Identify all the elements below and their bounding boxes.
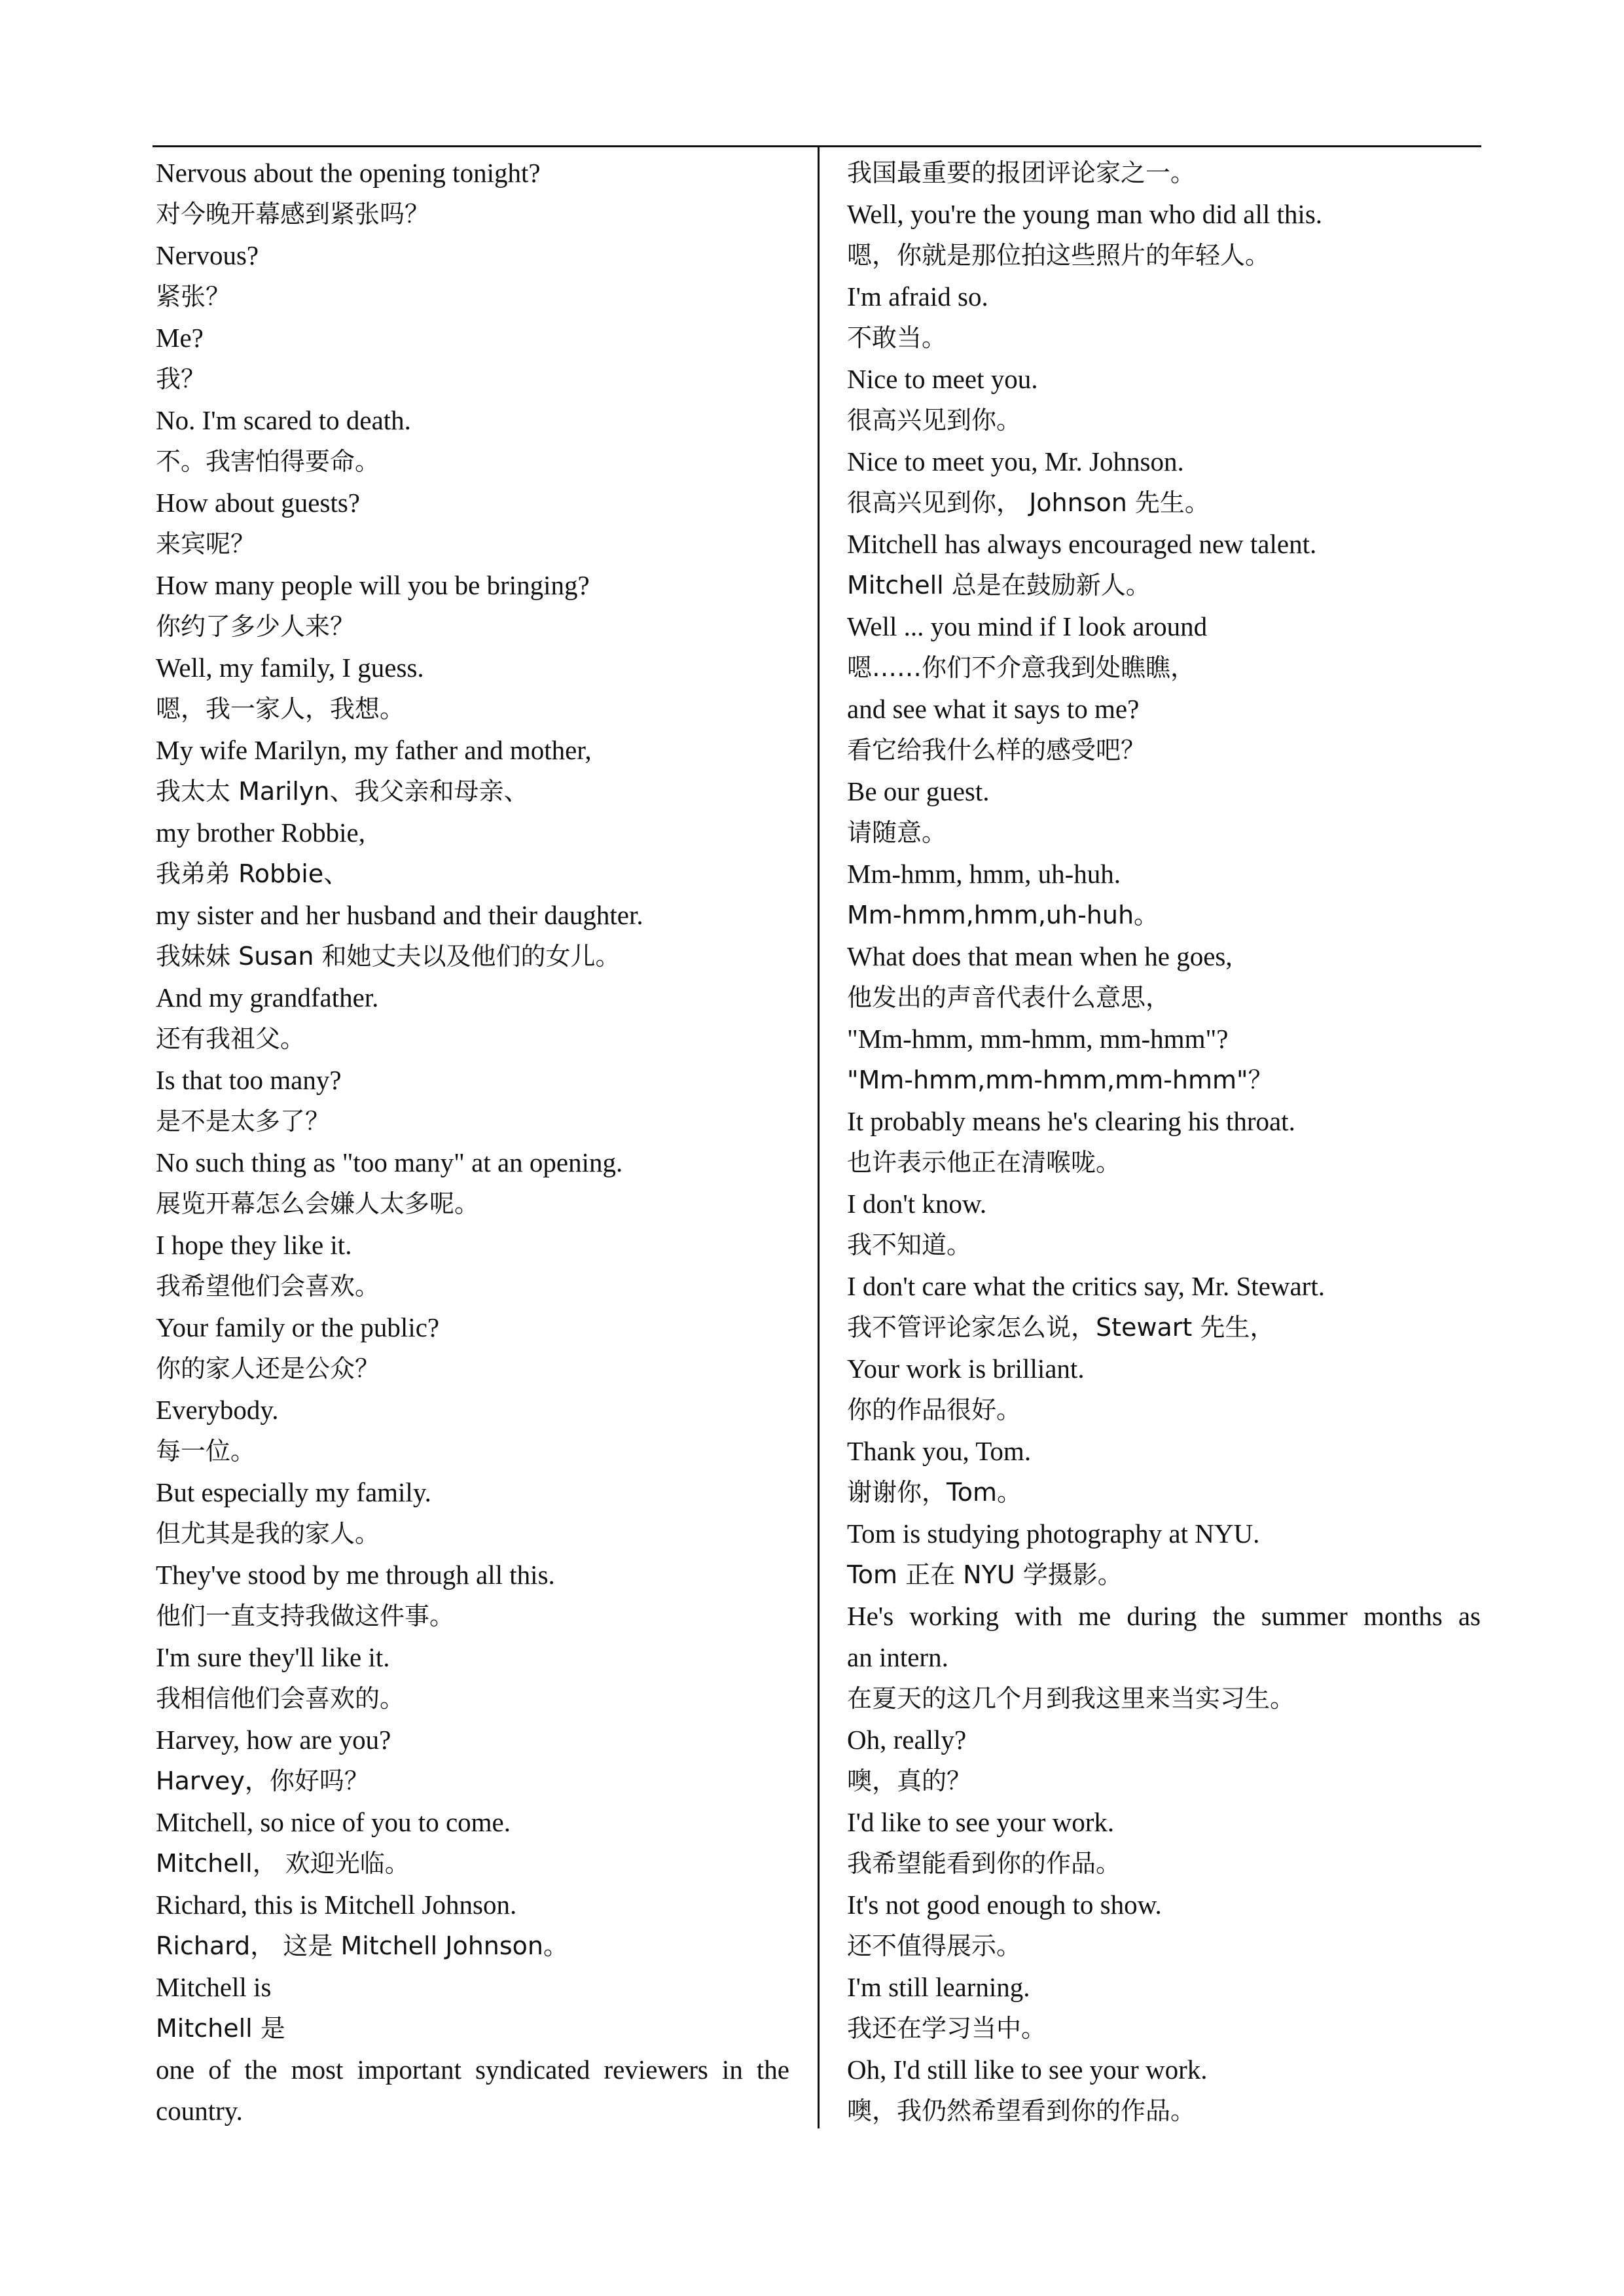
chinese-line: 我希望能看到你的作品。 [847,1849,1121,1878]
chinese-line: Mm-hmm,hmm,uh-huh。 [847,901,1159,929]
chinese-line: 你的家人还是公众？ [156,1354,380,1383]
english-line: I'm sure they'll like it. [156,1642,390,1672]
chinese-line: 紧张？ [156,282,231,311]
english-line: I don't care what the critics say, Mr. Stewart. [847,1271,1325,1301]
english-line: country. [156,2096,243,2126]
chinese-line: 我？ [156,365,206,393]
english-line: They've stood by me through all this. [156,1560,555,1590]
english-line: I'm still learning. [847,1972,1030,2002]
english-line: Tom is studying photography at NYU. [847,1518,1260,1549]
chinese-line: 嗯，你就是那位拍这些照片的年轻人。 [847,241,1271,270]
english-line: "Mm-hmm, mm-hmm, mm-hmm"? [847,1024,1229,1054]
english-line: Nice to meet you, Mr. Johnson. [847,446,1184,476]
english-line: Your work is brilliant. [847,1354,1085,1384]
chinese-line: 是不是太多了？ [156,1107,331,1136]
chinese-line: 我不管评论家怎么说，Stewart 先生， [847,1313,1275,1342]
chinese-line: 来宾呢？ [156,529,256,558]
english-line: Mitchell is [156,1972,272,2002]
english-line: I'm afraid so. [847,281,988,312]
right-column [847,152,1481,2132]
english-line: Everybody. [156,1395,279,1425]
chinese-line: 对今晚开幕感到紧张吗？ [156,200,430,228]
english-line: Richard, this is Mitchell Johnson. [156,1890,517,1920]
english-line: And my grandfather. [156,982,379,1013]
chinese-line: 请随意。 [847,818,947,847]
chinese-line: 不。我害怕得要命。 [156,447,380,476]
english-line: No. I'm scared to death. [156,405,411,435]
chinese-line: "Mm-hmm,mm-hmm,mm-hmm"？ [847,1066,1273,1094]
chinese-line: 我希望他们会喜欢。 [156,1272,380,1300]
chinese-line: 我太太 Marilyn、我父亲和母亲、 [156,777,529,806]
english-line: How about guests? [156,488,361,518]
chinese-line: Mitchell 总是在鼓励新人。 [847,571,1151,600]
chinese-line: 你约了多少人来？ [156,612,355,641]
english-line: one of the most important syndicated reviewers in the [156,2054,789,2085]
chinese-line: 噢，我仍然希望看到你的作品。 [847,2096,1196,2125]
english-line: my sister and her husband and their daughter. [156,900,643,930]
english-line: Oh, I'd still like to see your work. [847,2054,1208,2085]
english-line: Me? [156,323,204,353]
chinese-line: 嗯，我一家人，我想。 [156,694,405,723]
english-line: Well, my family, I guess. [156,653,424,683]
chinese-line: 我不知道。 [847,1230,972,1259]
english-line: Your family or the public? [156,1312,440,1342]
english-line: Harvey, how are you? [156,1725,391,1755]
chinese-line: 在夏天的这几个月到我这里来当实习生。 [847,1684,1295,1713]
chinese-line: Mitchell 是 [156,2014,285,2043]
english-line: an intern. [847,1642,948,1672]
english-line: Thank you, Tom. [847,1436,1032,1466]
english-line: What does that mean when he goes, [847,941,1233,971]
top-horizontal-rule [153,145,1481,147]
chinese-line: 我国最重要的报团评论家之一。 [847,158,1196,187]
english-line: It probably means he's clearing his throat. [847,1106,1295,1136]
chinese-line: 每一位。 [156,1437,256,1465]
english-line: But especially my family. [156,1477,431,1507]
chinese-line: 我还在学习当中。 [847,2014,1047,2043]
chinese-line: 看它给我什么样的感受吧？ [847,736,1146,764]
chinese-line: 很高兴见到你， Johnson 先生。 [847,488,1210,517]
chinese-line: 我弟弟 Robbie、 [156,859,349,888]
english-line: my brother Robbie, [156,817,365,848]
english-line: I'd like to see your work. [847,1807,1115,1837]
left-column [156,152,789,2132]
chinese-line: 我相信他们会喜欢的。 [156,1684,405,1713]
chinese-line: 谢谢你，Tom。 [847,1478,1022,1507]
chinese-line: 不敢当。 [847,323,947,352]
chinese-line: 也许表示他正在清喉咙。 [847,1148,1121,1177]
english-line: It's not good enough to show. [847,1890,1162,1920]
english-line: Nice to meet you. [847,364,1038,394]
english-line: Nervous? [156,240,259,270]
chinese-line: Mitchell， 欢迎光临。 [156,1849,410,1878]
english-line: My wife Marilyn, my father and mother, [156,735,592,765]
column-divider [818,145,820,2128]
english-line: How many people will you be bringing? [156,570,590,600]
english-line: I don't know. [847,1189,987,1219]
chinese-line: 噢，真的？ [847,1767,972,1795]
english-line: Well, you're the young man who did all this. [847,199,1323,229]
english-line: I hope they like it. [156,1230,352,1260]
chinese-line: 还不值得展示。 [847,1931,1022,1960]
chinese-line: 还有我祖父。 [156,1024,306,1053]
english-line: Is that too many? [156,1065,342,1095]
chinese-line: 我妹妹 Susan 和她丈夫以及他们的女儿。 [156,942,621,971]
chinese-line: 你的作品很好。 [847,1395,1022,1424]
english-line: He's working with me during the summer months as [847,1601,1481,1631]
chinese-line: 他发出的声音代表什么意思， [847,983,1171,1012]
chinese-line: Richard， 这是 Mitchell Johnson。 [156,1931,569,1960]
chinese-line: 很高兴见到你。 [847,406,1022,435]
chinese-line: Tom 正在 NYU 学摄影。 [847,1560,1123,1589]
english-line: Mm-hmm, hmm, uh-huh. [847,859,1121,889]
english-line: and see what it says to me? [847,694,1140,724]
chinese-line: 展览开幕怎么会嫌人太多呢。 [156,1189,480,1218]
english-line: Well ... you mind if I look around [847,611,1208,641]
english-line: No such thing as "too many" at an opening. [156,1147,623,1177]
chinese-line: 但尤其是我的家人。 [156,1519,380,1548]
english-line: Mitchell has always encouraged new talent. [847,529,1317,559]
english-line: Oh, really? [847,1725,967,1755]
chinese-line: 他们一直支持我做这件事。 [156,1602,455,1630]
chinese-line: Harvey，你好吗？ [156,1767,369,1795]
chinese-line: 嗯……你们不介意我到处瞧瞧， [847,653,1196,682]
english-line: Nervous about the opening tonight? [156,158,541,188]
english-line: Be our guest. [847,776,990,806]
english-line: Mitchell, so nice of you to come. [156,1807,511,1837]
